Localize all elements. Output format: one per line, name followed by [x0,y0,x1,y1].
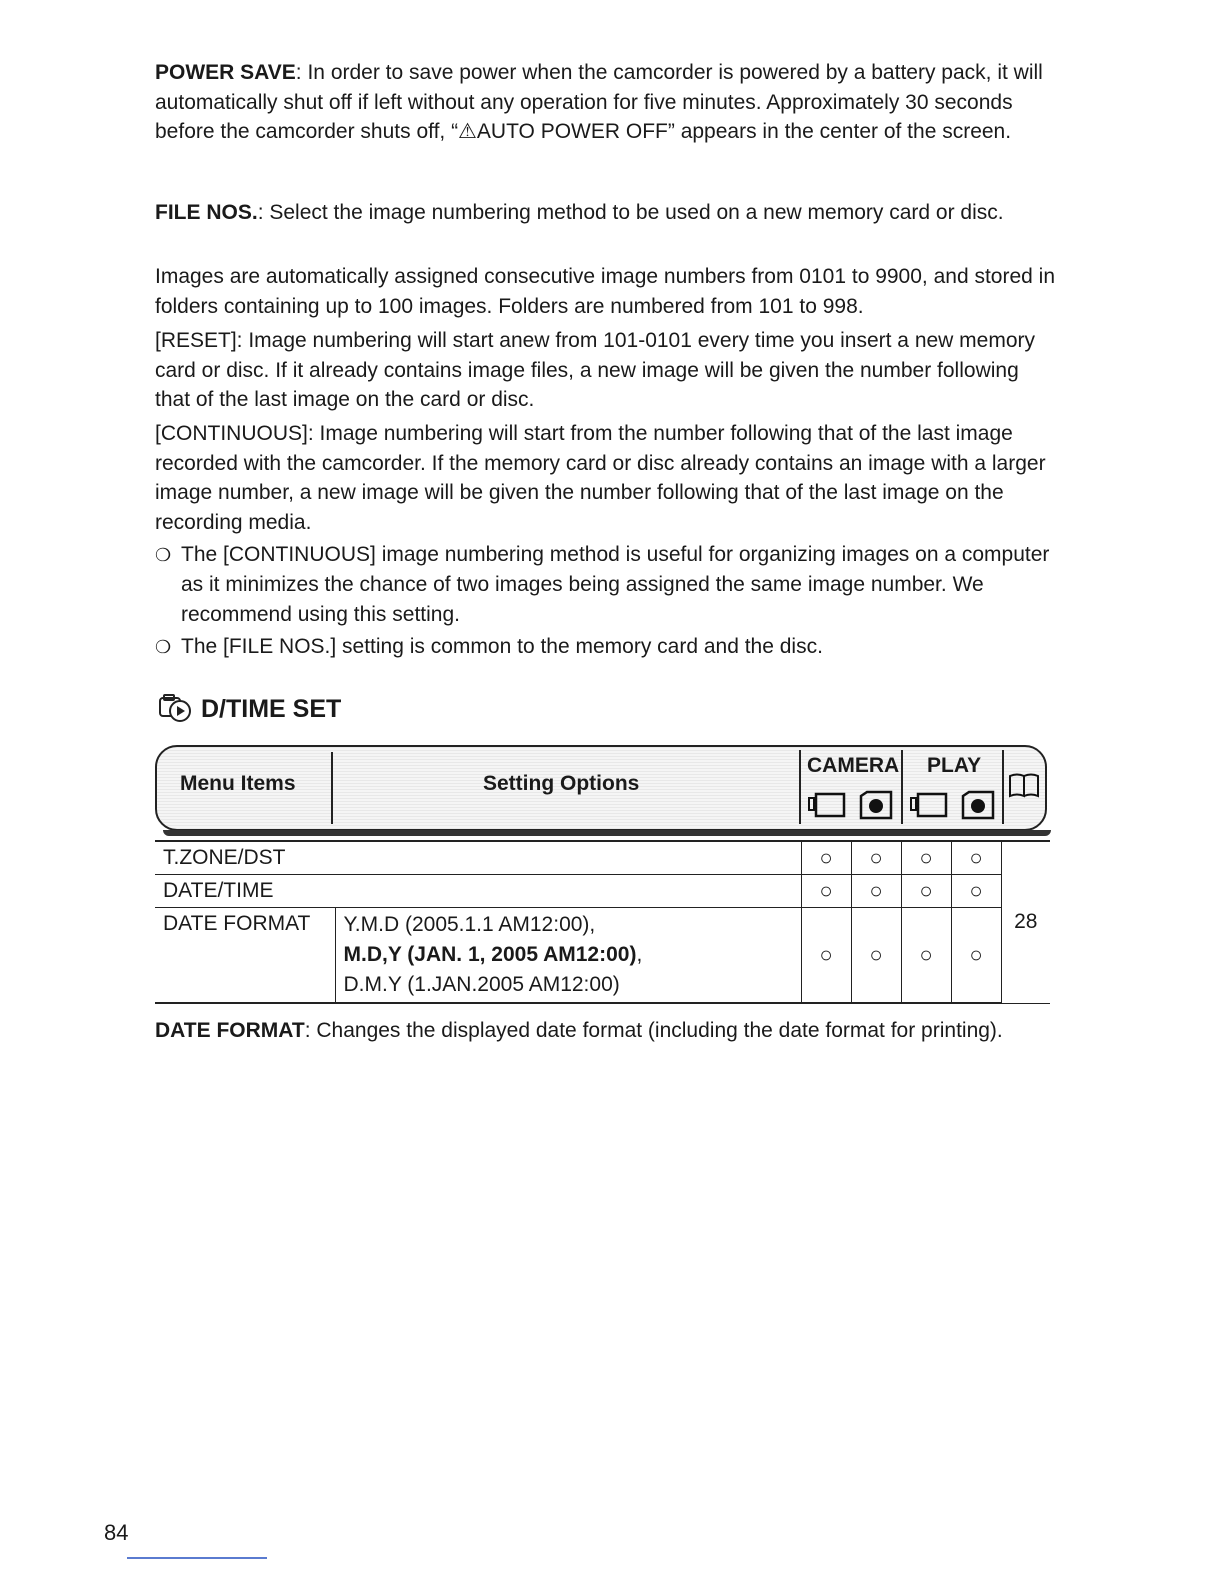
file-nos-paragraph [155,198,1055,228]
tape-play-icon [910,790,950,820]
table-row [155,875,1050,908]
option-ymd: Y.M.D (2005.1.1 AM12:00), [343,913,596,936]
footer-rule [127,1557,267,1559]
header-divider [799,750,801,824]
option-dmy: D.M.Y (1.JAN.2005 AM12:00) [343,973,620,996]
continuous-paragraph: [CONTINUOUS]: Image numbering will start from the number following that of the last image recorded with the camcorder. If the memory card or disc already contains an image with a larger image number, a new image will be given the number following that of the last image on the recording media. [155,422,1046,534]
header-setting-options: Setting Options [483,772,640,795]
note-continuous [155,540,1061,630]
date-format-paragraph [155,1016,1055,1046]
card-play-icon [960,790,996,820]
header-divider [1002,750,1004,824]
card-mode-icon [858,790,894,820]
header-play: PLAY [927,754,982,777]
available-mark: ○ [901,908,951,1004]
power-save-paragraph [155,58,1055,147]
available-mark: ○ [901,841,951,875]
option-mdy-default [344,940,793,970]
power-save-term: POWER SAVE [155,61,296,84]
date-format-text: : Changes the displayed date format (including the date format for printing). [304,1019,1003,1042]
note-common [155,632,1061,662]
power-save-text: : In order to save power when the camcorder is powered by a battery pack, it will automatically shut off if left without any operation for five minutes. Approximately 30 seconds before the camcorder shuts off, “⚠AUTO POWER OFF” appears in the center of the screen. [155,61,1043,143]
table-row [155,908,1050,1004]
available-mark: ○ [851,875,901,908]
file-nos-numbering-paragraph: Images are automatically assigned consecutive image numbers from 0101 to 9900, and stored in folders containing up to 100 images. Folders are numbered from 101 to 998. [155,265,1056,318]
row-item-tzone: T.ZONE/DST [155,841,801,875]
bullet-mark: ❍ [155,637,172,657]
available-mark: ○ [801,908,851,1004]
section-title: D/TIME SET [201,694,342,723]
book-reference-icon [1008,772,1042,798]
file-nos-text: : Select the image numbering method to be used on a new memory card or disc. [257,201,1004,224]
date-format-term: DATE FORMAT [155,1019,305,1042]
section-heading [157,694,341,724]
file-nos-term: FILE NOS. [155,201,258,224]
header-divider [331,752,333,824]
header-camera: CAMERA [807,754,900,777]
available-mark: ○ [951,875,1001,908]
option-mdy-suffix: , [636,943,643,966]
bullet-mark: ❍ [155,545,172,565]
header-menu-items: Menu Items [180,772,296,795]
date-format-options [335,908,801,1004]
header-shadow [163,830,1051,836]
available-mark: ○ [951,841,1001,875]
option-mdy-text: M.D,Y (JAN. 1, 2005 AM12:00) [343,943,637,966]
available-mark: ○ [801,841,851,875]
available-mark: ○ [851,908,901,1004]
table-row [155,841,1050,875]
settings-table [155,840,1050,1004]
available-mark: ○ [951,908,1001,1004]
available-mark: ○ [851,841,901,875]
reset-paragraph: [RESET]: Image numbering will start anew from 101-0101 every time you insert a new memory card or disc. If it already contains image files, a new image will be given the number following that of the last image on the card or disc. [155,329,1036,411]
available-mark: ○ [801,875,851,908]
tape-mode-icon [808,790,848,820]
row-item-datetime: DATE/TIME [155,875,801,908]
page-reference: 28 [1001,841,1050,1003]
available-mark: ○ [901,875,951,908]
note-common-text: The [FILE NOS.] setting is common to the memory card and the disc. [181,635,823,658]
note-continuous-text: The [CONTINUOUS] image numbering method is useful for organizing images on a computer as it minimizes the chance of two images being assigned the same image number. We recommend using this setting. [181,543,1050,626]
page-number: 84 [104,1520,129,1545]
camera-play-dial-icon [157,694,193,724]
header-divider [901,750,903,824]
row-item-date-format: DATE FORMAT [155,908,335,1004]
